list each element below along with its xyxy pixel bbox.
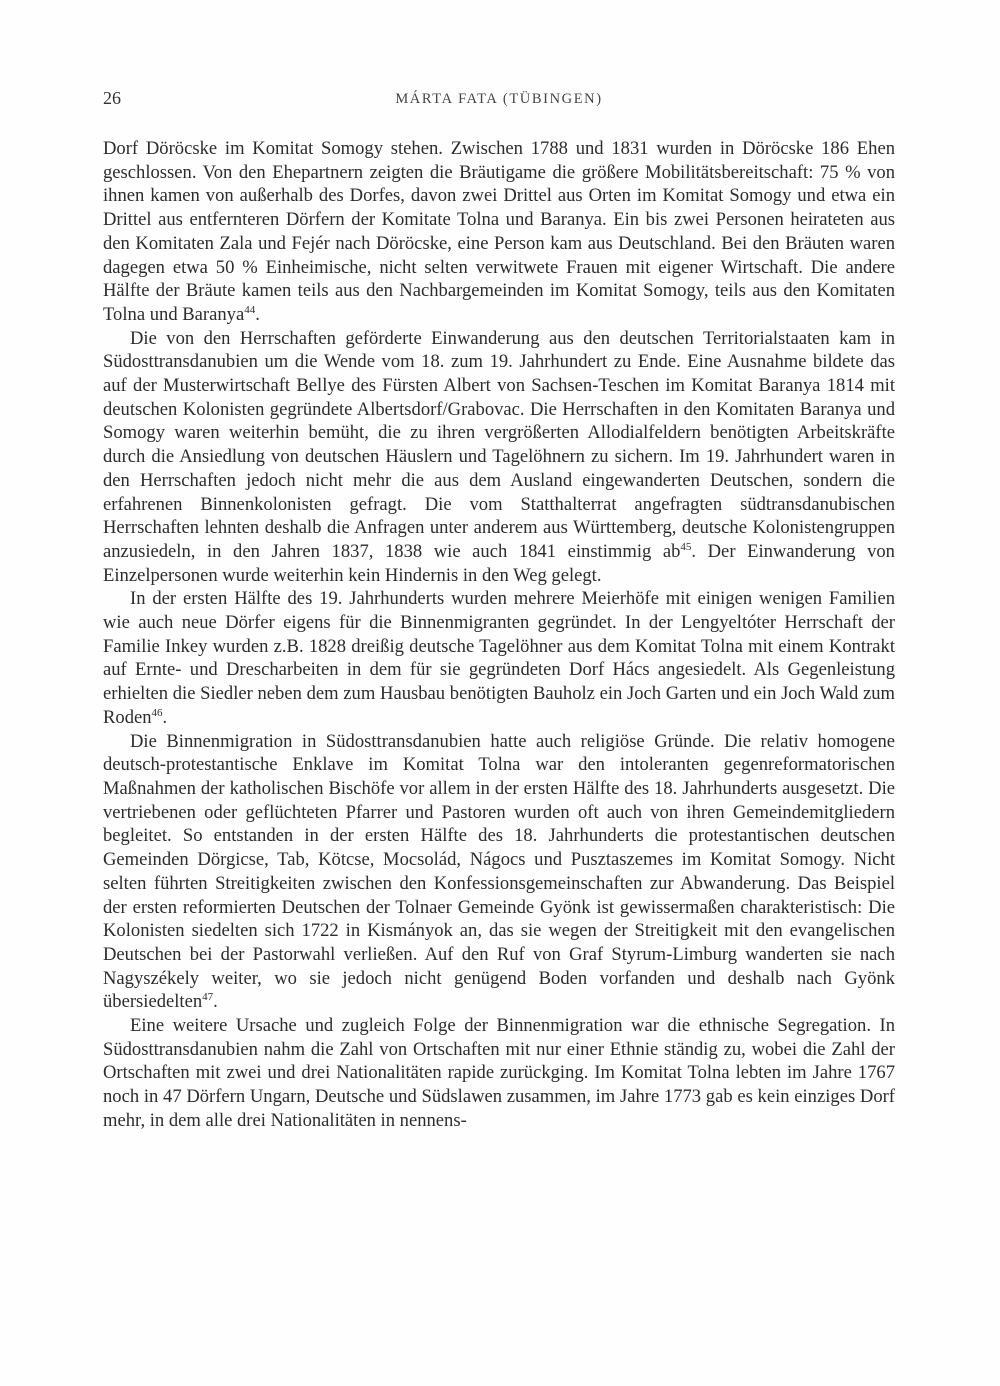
paragraph-text: Eine weitere Ursache und zugleich Folge der Binnenmigration war die ethnische Segregation. In Südosttransdanubien nahm die Zahl von Ortschaften mit nur einer Ethnie ständig zu, wobei die Zahl der Ortschaften mit zwei und drei Nationalitäten rapide zurückging. Im Komitat Tolna lebten im Jahre 1767 noch in 47 Dörfern Ungarn, Deutsche und Südslawen zusammen, im Jahre 1773 gab es kein einziges Dorf mehr, in dem alle drei Nationalitäten in nennens- [103,1015,895,1131]
footnote-marker: 47 [202,991,214,1004]
footnote-marker: 44 [244,303,256,316]
paragraph [103,587,895,729]
paragraph [103,137,895,327]
footnote-marker: 45 [680,540,692,553]
paragraph-text: . [162,706,168,728]
paragraph [103,1014,895,1133]
paragraph [103,730,895,1014]
footnote-marker: 46 [151,706,163,719]
running-head: MÁRTA FATA (TÜBINGEN) [395,91,603,107]
paragraph-text: . [255,303,260,325]
paragraph-text: Die von den Herrschaften geförderte Einwanderung aus den deutschen Territorialstaaten kam in Südosttransdanubien um die Wende vom 18. zum 19. Jahrhundert zu Ende. Eine Ausnahme bildete das auf der Musterwirtschaft Bellye des Fürsten Albert von Sachsen-Teschen im Komitat Baranya 1814 mit deutschen Kolonisten gegründete Albertsdorf/Grabovac. Die Herrschaften in den Komitaten Baranya und Somogy waren weiterhin bemüht, die zu ihren vergrößerten Allodialfeldern benötigten Arbeitskräfte durch die Ansiedlung von deutschen Häuslern und Tagelöhnern zu sichern. Im 19. Jahrhundert waren in den Herrschaften jedoch nicht mehr die aus dem Ausland eingewanderten Deutschen, sondern die erfahrenen Binnenkolonisten gefragt. Die vom Statthalterrat angefragten südtransdanubischen Herrschaften lehnten deshalb die Anfragen unter anderem aus Württemberg, deutsche Kolonistengruppen anzusiedeln, in den Jahren 1837, 1838 wie auch 1841 einstimmig ab [103,327,895,562]
paragraph-text: In der ersten Hälfte des 19. Jahrhunderts wurden mehrere Meierhöfe mit einigen wenigen Familien wie auch neue Dörfer eigens für die Binnenmigranten gegründet. In der Lengyeltóter Herrschaft der Familie Inkey wurden z.B. 1828 dreißig deutsche Tagelöhner aus dem Komitat Tolna mit einem Kontrakt auf Ernte- und Drescharbeiten in dem für sie gegründeten Dorf Hács angesiedelt. Als Gegenleistung erhielten die Siedler neben dem zum Hausbau benötigten Bauholz ein Joch Garten und ein Joch Wald zum Roden [103,588,895,728]
paragraph-text: . Der Einwanderung von Einzelpersonen wurde weiterhin kein Hindernis in den Weg gelegt. [103,540,895,586]
page-header [103,87,895,111]
paragraph [103,327,895,588]
paragraph-text: Die Binnenmigration in Südosttransdanubien hatte auch religiöse Gründe. Die relativ homogene deutsch-protestantische Enklave im Komitat Tolna war den intoleranten gegenreformatorischen Maßnahmen der katholischen Bischöfe vor allem in der ersten Hälfte des 18. Jahrhunderts ausgesetzt. Die vertriebenen oder geflüchteten Pfarrer und Pastoren wurden oft auch von ihren Gemeindemitgliedern begleitet. So entstanden in der ersten Hälfte des 18. Jahrhunderts die protestantischen deutschen Gemeinden Dörgicse, Tab, Kötcse, Mocsolád, Nágocs und Pusztaszemes im Komitat Somogy. Nicht selten führten Streitigkeiten zwischen den Konfessionsgemeinschaften zur Abwanderung. Das Beispiel der ersten reformierten Deutschen der Tolnaer Gemeinde Gyönk ist gewissermaßen charakteristisch: Die Kolonisten siedelten sich 1722 in Kismányok an, das sie wegen der Streitigkeit mit den evangelischen Deutschen bei der Pastorwahl verließen. Auf den Ruf von Graf Styrum-Limburg wanderten sie nach Nagyszékely weiter, wo sie jedoch nicht genügend Boden vorfanden und deshalb nach Gyönk übersiedelten [103,730,895,1013]
page-number: 26 [103,88,121,108]
paragraph-text: Dorf Döröcske im Komitat Somogy stehen. Zwischen 1788 und 1831 wurden in Döröcske 186 Ehen geschlossen. Von den Ehepartnern zeigten die Bräutigame die größere Mobilitätsbereitschaft: 75 % von ihnen kamen von außerhalb des Dorfes, davon zwei Drittel aus Orten im Komitat Somogy und etwa ein Drittel aus entfernteren Dörfern der Komitate Tolna und Baranya. Ein bis zwei Personen heirateten aus den Komitaten Zala und Fejér nach Döröcske, eine Person kam aus Deutschland. Bei den Bräuten waren dagegen etwa 50 % Einheimische, nicht selten verwitwete Frauen mit eigener Wirtschaft. Die andere Hälfte der Bräute kamen teils aus den Nachbargemeinden im Komitat Somogy, teils aus den Komitaten Tolna und Baranya [103,138,895,325]
body-text [103,137,895,1133]
paragraph-text: . [213,991,218,1013]
